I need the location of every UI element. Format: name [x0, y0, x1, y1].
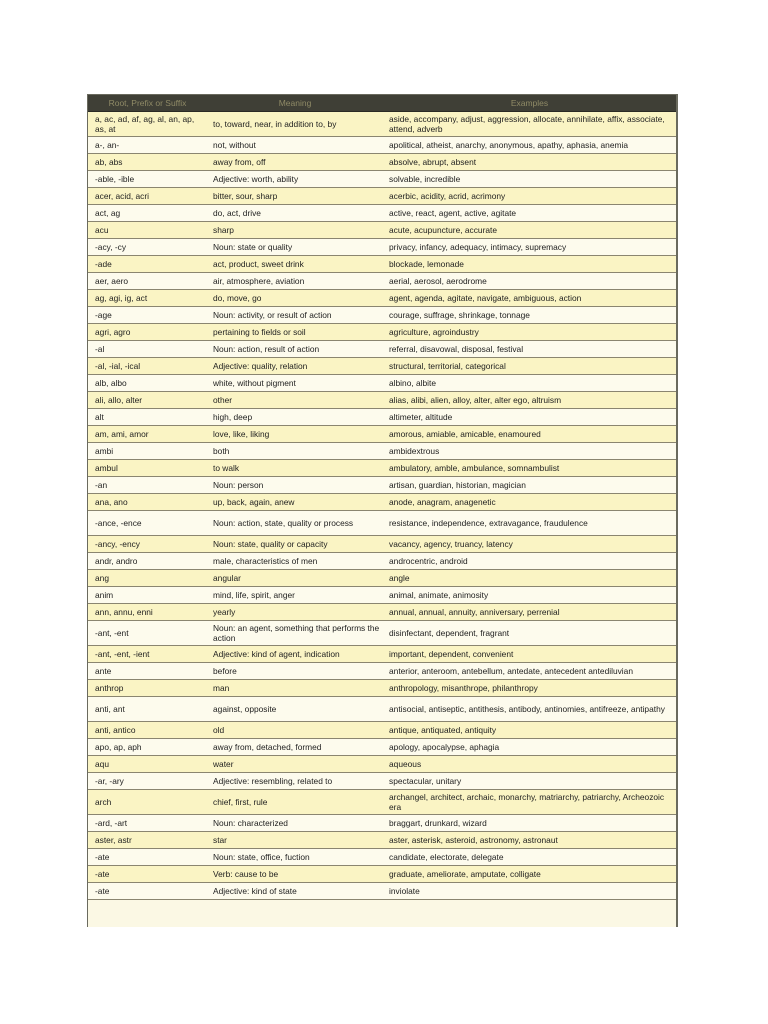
cell-root: acer, acid, acri	[88, 188, 207, 205]
table-row	[88, 849, 676, 866]
cell-examples: braggart, drunkard, wizard	[383, 815, 676, 832]
table-row	[88, 646, 676, 663]
cell-root: anthrop	[88, 680, 207, 697]
table-row	[88, 587, 676, 604]
table-row	[88, 154, 676, 171]
cell-root: ambi	[88, 443, 207, 460]
cell-examples: artisan, guardian, historian, magician	[383, 477, 676, 494]
cell-root: ante	[88, 663, 207, 680]
table-row	[88, 307, 676, 324]
table-row	[88, 443, 676, 460]
cell-root: andr, andro	[88, 553, 207, 570]
cell-meaning: not, without	[207, 137, 383, 154]
table-row	[88, 392, 676, 409]
cell-examples: amorous, amiable, amicable, enamoured	[383, 426, 676, 443]
cell-examples: apolitical, atheist, anarchy, anonymous, apathy, aphasia, anemia	[383, 137, 676, 154]
cell-meaning: air, atmosphere, aviation	[207, 273, 383, 290]
table-row	[88, 239, 676, 256]
cell-root: a, ac, ad, af, ag, al, an, ap, as, at	[88, 112, 207, 137]
cell-examples: acute, acupuncture, accurate	[383, 222, 676, 239]
table-row	[88, 866, 676, 883]
cell-examples: solvable, incredible	[383, 171, 676, 188]
table-row	[88, 815, 676, 832]
cell-root: -acy, -cy	[88, 239, 207, 256]
cell-examples: androcentric, android	[383, 553, 676, 570]
cell-examples: apology, apocalypse, aphagia	[383, 739, 676, 756]
cell-examples: antisocial, antiseptic, antithesis, antibody, antinomies, antifreeze, antipathy	[383, 697, 676, 722]
cell-root: -ant, -ent	[88, 621, 207, 646]
cell-root: ang	[88, 570, 207, 587]
cell-meaning: Noun: action, result of action	[207, 341, 383, 358]
cell-meaning: do, act, drive	[207, 205, 383, 222]
table-row	[88, 739, 676, 756]
cell-meaning: old	[207, 722, 383, 739]
cell-root: aer, aero	[88, 273, 207, 290]
cell-meaning: love, like, liking	[207, 426, 383, 443]
cell-examples: altimeter, altitude	[383, 409, 676, 426]
cell-root: -ant, -ent, -ient	[88, 646, 207, 663]
table-row	[88, 137, 676, 154]
cell-meaning: do, move, go	[207, 290, 383, 307]
cell-meaning: Verb: cause to be	[207, 866, 383, 883]
cell-examples: active, react, agent, active, agitate	[383, 205, 676, 222]
table-row	[88, 604, 676, 621]
cell-meaning: chief, first, rule	[207, 790, 383, 815]
cell-root: -age	[88, 307, 207, 324]
cell-meaning: act, product, sweet drink	[207, 256, 383, 273]
cell-root: -ate	[88, 866, 207, 883]
cell-root: -ate	[88, 849, 207, 866]
cell-root: ab, abs	[88, 154, 207, 171]
table-row	[88, 256, 676, 273]
root-word-table	[88, 95, 676, 900]
cell-examples: agent, agenda, agitate, navigate, ambiguous, action	[383, 290, 676, 307]
cell-root: anti, antico	[88, 722, 207, 739]
cell-meaning: Adjective: quality, relation	[207, 358, 383, 375]
table-row	[88, 511, 676, 536]
table-row	[88, 722, 676, 739]
header-meaning: Meaning	[207, 95, 383, 112]
table-row	[88, 621, 676, 646]
cell-meaning: pertaining to fields or soil	[207, 324, 383, 341]
table-row	[88, 570, 676, 587]
cell-examples: albino, albite	[383, 375, 676, 392]
table-row	[88, 426, 676, 443]
cell-root: -al, -ial, -ical	[88, 358, 207, 375]
cell-meaning: white, without pigment	[207, 375, 383, 392]
cell-examples: aster, asterisk, asteroid, astronomy, astronaut	[383, 832, 676, 849]
cell-root: -al	[88, 341, 207, 358]
cell-meaning: Adjective: worth, ability	[207, 171, 383, 188]
cell-examples: aerial, aerosol, aerodrome	[383, 273, 676, 290]
cell-root: -ard, -art	[88, 815, 207, 832]
cell-examples: spectacular, unitary	[383, 773, 676, 790]
cell-examples: inviolate	[383, 883, 676, 900]
cell-root: anti, ant	[88, 697, 207, 722]
cell-examples: structural, territorial, categorical	[383, 358, 676, 375]
table-row	[88, 832, 676, 849]
cell-examples: ambulatory, amble, ambulance, somnambulist	[383, 460, 676, 477]
table-row	[88, 553, 676, 570]
cell-examples: animal, animate, animosity	[383, 587, 676, 604]
cell-examples: alias, alibi, alien, alloy, alter, alter ego, altruism	[383, 392, 676, 409]
cell-meaning: to, toward, near, in addition to, by	[207, 112, 383, 137]
cell-meaning: Adjective: kind of agent, indication	[207, 646, 383, 663]
table-row	[88, 324, 676, 341]
cell-meaning: male, characteristics of men	[207, 553, 383, 570]
cell-meaning: before	[207, 663, 383, 680]
table-row	[88, 680, 676, 697]
table-row	[88, 112, 676, 137]
cell-meaning: Noun: action, state, quality or process	[207, 511, 383, 536]
cell-root: aster, astr	[88, 832, 207, 849]
cell-examples: privacy, infancy, adequacy, intimacy, supremacy	[383, 239, 676, 256]
table-row	[88, 773, 676, 790]
cell-examples: ambidextrous	[383, 443, 676, 460]
table-row	[88, 205, 676, 222]
cell-meaning: to walk	[207, 460, 383, 477]
cell-meaning: away from, detached, formed	[207, 739, 383, 756]
cell-examples: courage, suffrage, shrinkage, tonnage	[383, 307, 676, 324]
cell-examples: aqueous	[383, 756, 676, 773]
cell-meaning: bitter, sour, sharp	[207, 188, 383, 205]
cell-meaning: against, opposite	[207, 697, 383, 722]
table-row	[88, 663, 676, 680]
cell-examples: antique, antiquated, antiquity	[383, 722, 676, 739]
cell-root: alb, albo	[88, 375, 207, 392]
cell-meaning: Noun: state or quality	[207, 239, 383, 256]
cell-root: a-, an-	[88, 137, 207, 154]
cell-examples: absolve, abrupt, absent	[383, 154, 676, 171]
cell-root: arch	[88, 790, 207, 815]
cell-root: -ancy, -ency	[88, 536, 207, 553]
cell-meaning: high, deep	[207, 409, 383, 426]
cell-examples: important, dependent, convenient	[383, 646, 676, 663]
table-row	[88, 494, 676, 511]
cell-root: ann, annu, enni	[88, 604, 207, 621]
cell-examples: agriculture, agroindustry	[383, 324, 676, 341]
cell-root: -ance, -ence	[88, 511, 207, 536]
cell-meaning: other	[207, 392, 383, 409]
table-body	[88, 112, 676, 900]
table-row	[88, 171, 676, 188]
table-row	[88, 883, 676, 900]
cell-meaning: sharp	[207, 222, 383, 239]
root-word-table-page	[87, 94, 678, 927]
cell-meaning: star	[207, 832, 383, 849]
cell-root: -ar, -ary	[88, 773, 207, 790]
cell-meaning: man	[207, 680, 383, 697]
cell-meaning: Noun: an agent, something that performs the action	[207, 621, 383, 646]
cell-examples: anterior, anteroom, antebellum, antedate, antecedent antediluvian	[383, 663, 676, 680]
cell-meaning: up, back, again, anew	[207, 494, 383, 511]
cell-root: am, ami, amor	[88, 426, 207, 443]
table-row	[88, 790, 676, 815]
cell-meaning: Noun: characterized	[207, 815, 383, 832]
table-row	[88, 477, 676, 494]
cell-root: ag, agi, ig, act	[88, 290, 207, 307]
cell-examples: angle	[383, 570, 676, 587]
table-row	[88, 756, 676, 773]
cell-meaning: Noun: activity, or result of action	[207, 307, 383, 324]
cell-root: -able, -ible	[88, 171, 207, 188]
cell-examples: candidate, electorate, delegate	[383, 849, 676, 866]
cell-meaning: angular	[207, 570, 383, 587]
cell-examples: aside, accompany, adjust, aggression, allocate, annihilate, affix, associate, attend, adverb	[383, 112, 676, 137]
table-row	[88, 188, 676, 205]
cell-root: acu	[88, 222, 207, 239]
cell-meaning: water	[207, 756, 383, 773]
cell-examples: blockade, lemonade	[383, 256, 676, 273]
cell-root: act, ag	[88, 205, 207, 222]
header-root: Root, Prefix or Suffix	[88, 95, 207, 112]
cell-examples: archangel, architect, archaic, monarchy, matriarchy, patriarchy, Archeozoic era	[383, 790, 676, 815]
table-row	[88, 341, 676, 358]
table-row	[88, 460, 676, 477]
cell-examples: acerbic, acidity, acrid, acrimony	[383, 188, 676, 205]
cell-meaning: Adjective: kind of state	[207, 883, 383, 900]
cell-root: anim	[88, 587, 207, 604]
table-row	[88, 375, 676, 392]
cell-meaning: Noun: person	[207, 477, 383, 494]
cell-root: ali, allo, alter	[88, 392, 207, 409]
cell-meaning: both	[207, 443, 383, 460]
cell-root: agri, agro	[88, 324, 207, 341]
cell-examples: annual, annual, annuity, anniversary, perrenial	[383, 604, 676, 621]
cell-meaning: mind, life, spirit, anger	[207, 587, 383, 604]
cell-root: alt	[88, 409, 207, 426]
cell-root: -ate	[88, 883, 207, 900]
cell-root: -an	[88, 477, 207, 494]
cell-meaning: Adjective: resembling, related to	[207, 773, 383, 790]
cell-examples: resistance, independence, extravagance, fraudulence	[383, 511, 676, 536]
header-examples: Examples	[383, 95, 676, 112]
cell-meaning: away from, off	[207, 154, 383, 171]
cell-meaning: Noun: state, office, fuction	[207, 849, 383, 866]
cell-root: ambul	[88, 460, 207, 477]
cell-examples: graduate, ameliorate, amputate, colligate	[383, 866, 676, 883]
cell-root: apo, ap, aph	[88, 739, 207, 756]
table-row	[88, 358, 676, 375]
cell-examples: disinfectant, dependent, fragrant	[383, 621, 676, 646]
table-row	[88, 409, 676, 426]
cell-meaning: yearly	[207, 604, 383, 621]
cell-examples: referral, disavowal, disposal, festival	[383, 341, 676, 358]
table-row	[88, 697, 676, 722]
table-row	[88, 290, 676, 307]
cell-root: aqu	[88, 756, 207, 773]
cell-examples: vacancy, agency, truancy, latency	[383, 536, 676, 553]
cell-examples: anthropology, misanthrope, philanthropy	[383, 680, 676, 697]
cell-root: ana, ano	[88, 494, 207, 511]
table-row	[88, 536, 676, 553]
cell-examples: anode, anagram, anagenetic	[383, 494, 676, 511]
cell-root: -ade	[88, 256, 207, 273]
table-row	[88, 273, 676, 290]
cell-meaning: Noun: state, quality or capacity	[207, 536, 383, 553]
table-row	[88, 222, 676, 239]
table-header-row	[88, 95, 676, 112]
